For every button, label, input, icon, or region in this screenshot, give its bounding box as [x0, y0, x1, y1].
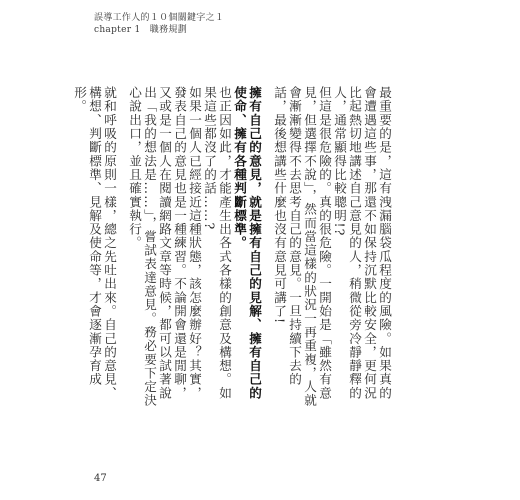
page-number: 47	[94, 473, 107, 484]
paragraph-1: 最重要的是，這有洩漏腦袋瓜程度的風險。如果真的會遭遇這些事，那還不如保持沉默比較安全，更何況比起熱切地講述自己意見的人，稍微從旁冷靜靜釋的人，通常顯得比較聰明!?	[332, 86, 392, 400]
paragraph-6: 就和呼吸的原則一樣，總之先吐出來。自己的意見、構想、判斷標準、見解及使命等，才會逐漸孕育成形。	[72, 86, 117, 400]
paragraph-2: 但這是很危險的。真的很危險。一開始是「雖然有意見，但選擇不說」，然而當這樣的狀況一再重複，人就會漸漸變得不去思考自己的意見。一旦持續下去的話，最後想講些什麼也沒有意見可講了!	[272, 86, 332, 408]
paragraph-3-emphasis: 擁有自己的意見，就是擁有自己的見解、擁有自己的使命、擁有各種判斷標準。	[232, 86, 262, 400]
vertical-text-block	[72, 86, 392, 408]
paragraph-5: 如果一個人已經接近這種狀態，該怎麼辦好？其實，發表自己的意見也是一種練習。不論開會還是閒聊，又或是一個人在閱讀網路文章等時候，都可以試著說出「我的想法是……」，嘗試表達意見。務必要下定決心說出口，並且確實執行。	[127, 86, 202, 408]
paragraph-4: 也正因如此，才能產生出各式各樣的創意及構想。如果這些都沒了的話……?	[202, 86, 232, 400]
running-head-chapter: chapter 1 職務規劃	[94, 25, 187, 35]
running-head-title: 誤導工作人的１０個關鍵字之１	[94, 13, 225, 23]
running-head	[94, 12, 224, 36]
